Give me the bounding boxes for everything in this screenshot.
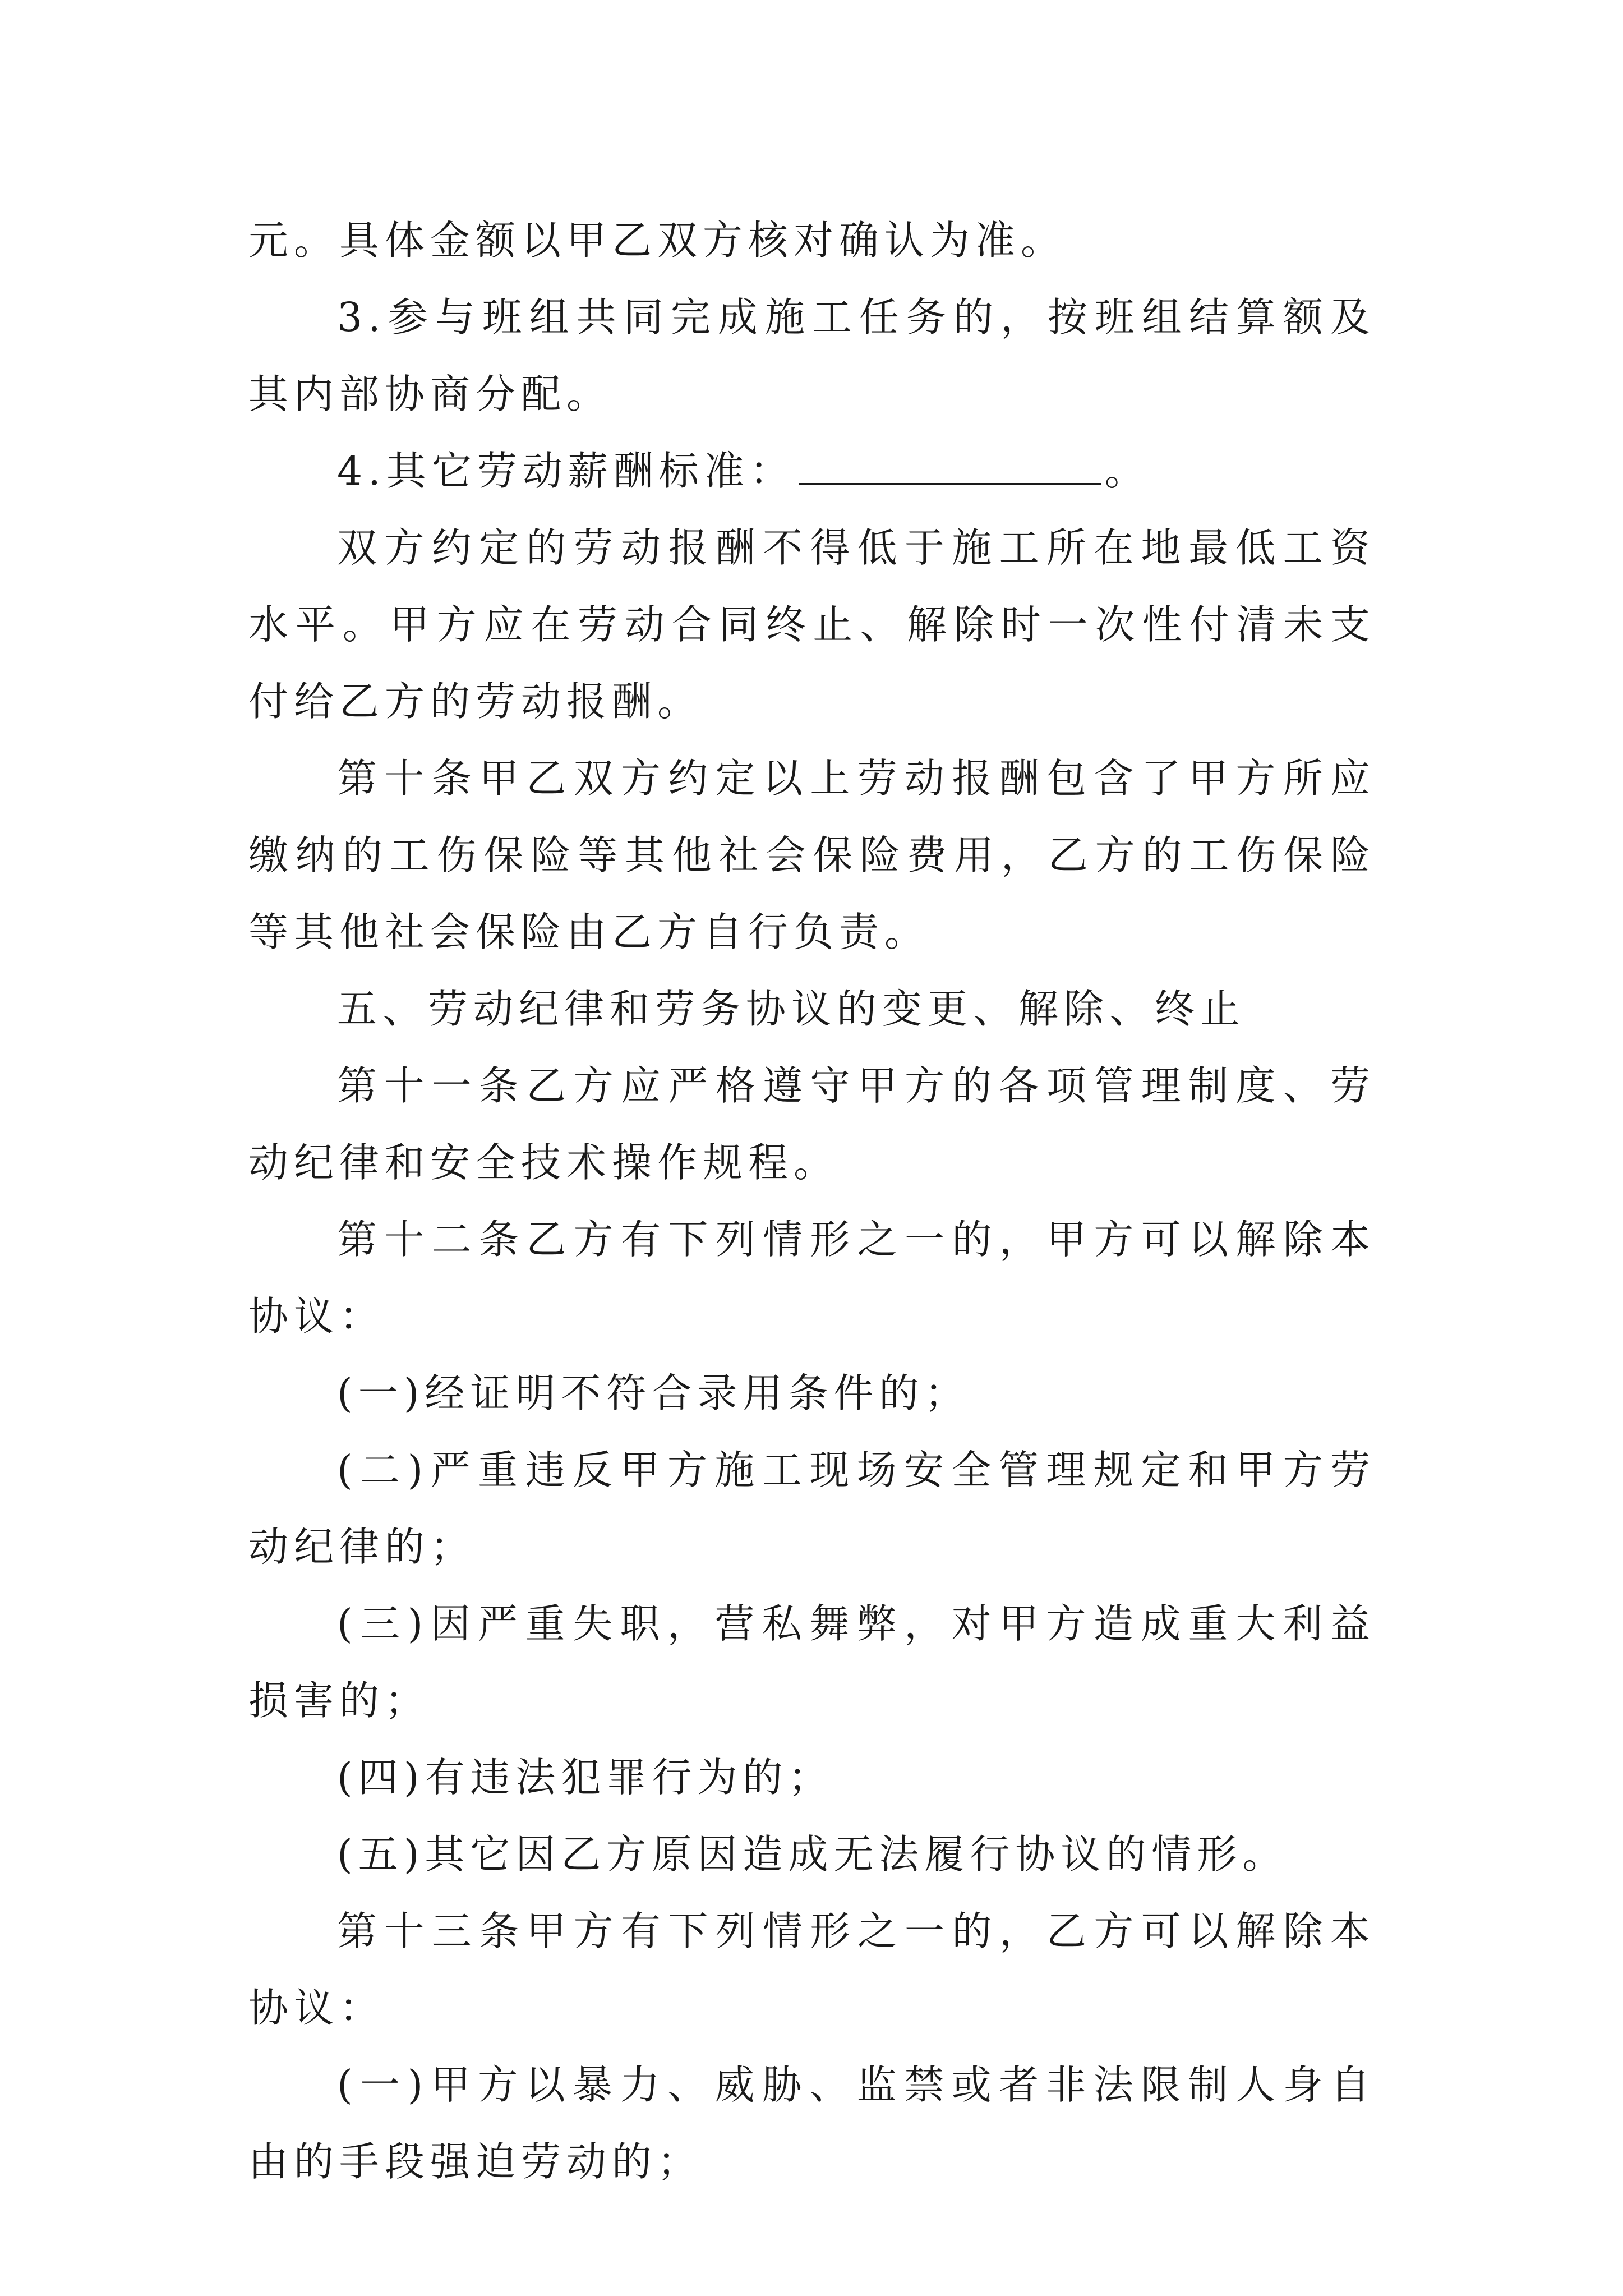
paragraph-amount-confirmation: 元。具体金额以甲乙双方核对确认为准。 (248, 217, 1067, 264)
list-item-12-1: (一)经证明不符合录用条件的； (337, 1370, 970, 1416)
list-item-12-4: (四)有违法犯罪行为的； (337, 1754, 834, 1801)
other-pay-standard-label: 4.其它劳动薪酬标准： (337, 448, 795, 494)
paragraph-team-distribution: 3.参与班组共同完成施工任务的，按班组结算额及其内部协商分配。 (248, 294, 1376, 417)
pay-standard-blank-field (799, 435, 1101, 485)
paragraph-article-12: 第十二条乙方有下列情形之一的，甲方可以解除本协议： (248, 1216, 1376, 1340)
paragraph-other-pay-standard (248, 432, 1376, 509)
list-item-12-5: (五)其它因乙方原因造成无法履行协议的情形。 (337, 1831, 1288, 1878)
list-item-12-2: (二)严重违反甲方施工现场安全管理规定和甲方劳动纪律的； (248, 1447, 1376, 1570)
section-heading-5: 五、劳动纪律和劳务协议的变更、解除、终止 (337, 986, 1246, 1032)
document-body (248, 202, 1376, 2200)
list-item-12-3: (三)因严重失职，营私舞弊，对甲方造成重大利益损害的； (248, 1600, 1376, 1724)
paragraph-article-13: 第十三条甲方有下列情形之一的，乙方可以解除本协议： (248, 1908, 1376, 2031)
paragraph-article-10: 第十条甲乙双方约定以上劳动报酬包含了甲方所应缴纳的工伤保险等其他社会保险费用，乙方的工伤保险等其他社会保险由乙方自行负责。 (248, 755, 1376, 955)
paragraph-article-11: 第十一条乙方应严格遵守甲方的各项管理制度、劳动纪律和安全技术操作规程。 (248, 1062, 1376, 1186)
paragraph-minimum-wage: 双方约定的劳动报酬不得低于施工所在地最低工资水平。甲方应在劳动合同终止、解除时一次性付清未支付给乙方的劳动报酬。 (248, 524, 1376, 725)
list-item-13-1: (一)甲方以暴力、威胁、监禁或者非法限制人身自由的手段强迫劳动的； (248, 2062, 1376, 2185)
other-pay-standard-period: 。 (1104, 448, 1150, 494)
